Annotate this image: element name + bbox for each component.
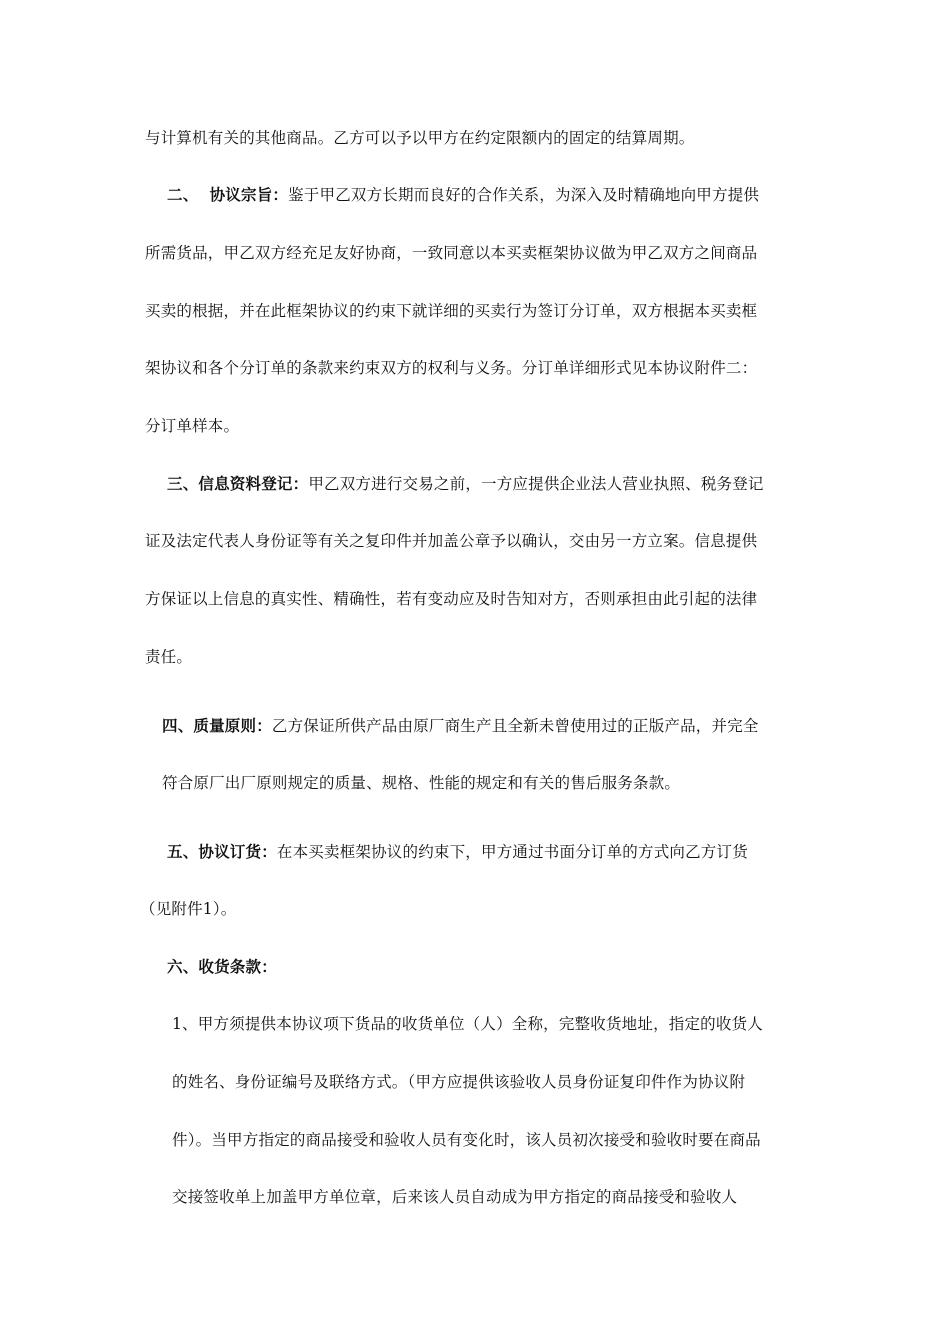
section-6-heading <box>167 957 277 977</box>
text-span: 架协议和各个分订单的条款来约束双方的权利与义务。分订单详细形式见本协议附件二： <box>145 359 758 377</box>
text-span: 的姓名、身份证编号及联络方式。（甲方应提供该验收人员身份证复印件作为协议附 <box>172 1073 746 1091</box>
text-span: 方保证以上信息的真实性、精确性，若有变动应及时告知对方，否则承担由此引起的法律 <box>145 590 758 608</box>
text-span: 分订单样本。 <box>145 417 240 435</box>
section-3-heading: 三、信息资料登记： <box>167 474 309 493</box>
text-span: 符合原厂出厂原则规定的质量、规格、性能的规定和有关的售后服务条款。 <box>162 774 681 792</box>
text-line <box>145 531 757 551</box>
text-span: 交接签收单上加盖甲方单位章，后来该人员自动成为甲方指定的商品接受和验收人 <box>172 1188 738 1206</box>
text-span: 与计算机有关的其他商品。乙方可以予以甲方在约定限额内的固定的结算周期。 <box>145 129 695 147</box>
text-span: 甲乙双方进行交易之前，一方应提供企业法人营业执照、税务登记 <box>308 475 764 493</box>
text-line <box>162 773 680 793</box>
text-line <box>140 899 237 919</box>
text-line <box>145 358 757 378</box>
section-5-first-line <box>167 842 748 862</box>
text-line <box>145 243 757 263</box>
text-span: 责任。 <box>145 648 193 666</box>
text-span: 买卖的根据，并在此框架协议的约束下就详细的买卖行为签订分订单，双方根据本买卖框 <box>145 302 758 320</box>
text-span: 所需货品，甲乙双方经充足友好协商，一致同意以本买卖框架协议做为甲乙双方之间商品 <box>145 244 758 262</box>
text-span: （见附件1）。 <box>140 900 237 918</box>
text-line <box>145 128 695 148</box>
text-line <box>172 1072 745 1092</box>
section-2-first-line <box>167 185 759 205</box>
section-5-heading: 五、协议订货： <box>167 842 277 861</box>
text-span: 件）。当甲方指定的商品接受和验收人员有变化时，该人员初次接受和验收时要在商品 <box>172 1131 761 1149</box>
text-line <box>172 1130 761 1150</box>
text-line <box>145 416 239 436</box>
text-span: 乙方保证所供产品由原厂商生产且全新未曾使用过的正版产品，并完全 <box>271 717 759 735</box>
text-line <box>172 1014 763 1034</box>
text-span: 鉴于甲乙双方长期而良好的合作关系，为深入及时精确地向甲方提供 <box>288 186 760 204</box>
text-line <box>145 589 757 609</box>
text-span: 1、甲方须提供本协议项下货品的收货单位（人）全称，完整收货地址，指定的收货人 <box>172 1015 763 1033</box>
text-line <box>145 647 192 667</box>
section-3-first-line <box>167 474 764 494</box>
text-span: 在本买卖框架协议的约束下，甲方通过书面分订单的方式向乙方订货 <box>276 843 748 861</box>
text-line <box>172 1187 737 1207</box>
text-span: 证及法定代表人身份证等有关之复印件并加盖公章予以确认，交由另一方立案。信息提供 <box>145 532 758 550</box>
section-2-heading: 二、 协议宗旨： <box>167 185 289 204</box>
text-line <box>145 301 757 321</box>
section-4-first-line <box>162 716 759 736</box>
section-4-heading: 四、质量原则： <box>162 716 272 735</box>
text-span: 六、收货条款： <box>167 957 277 976</box>
